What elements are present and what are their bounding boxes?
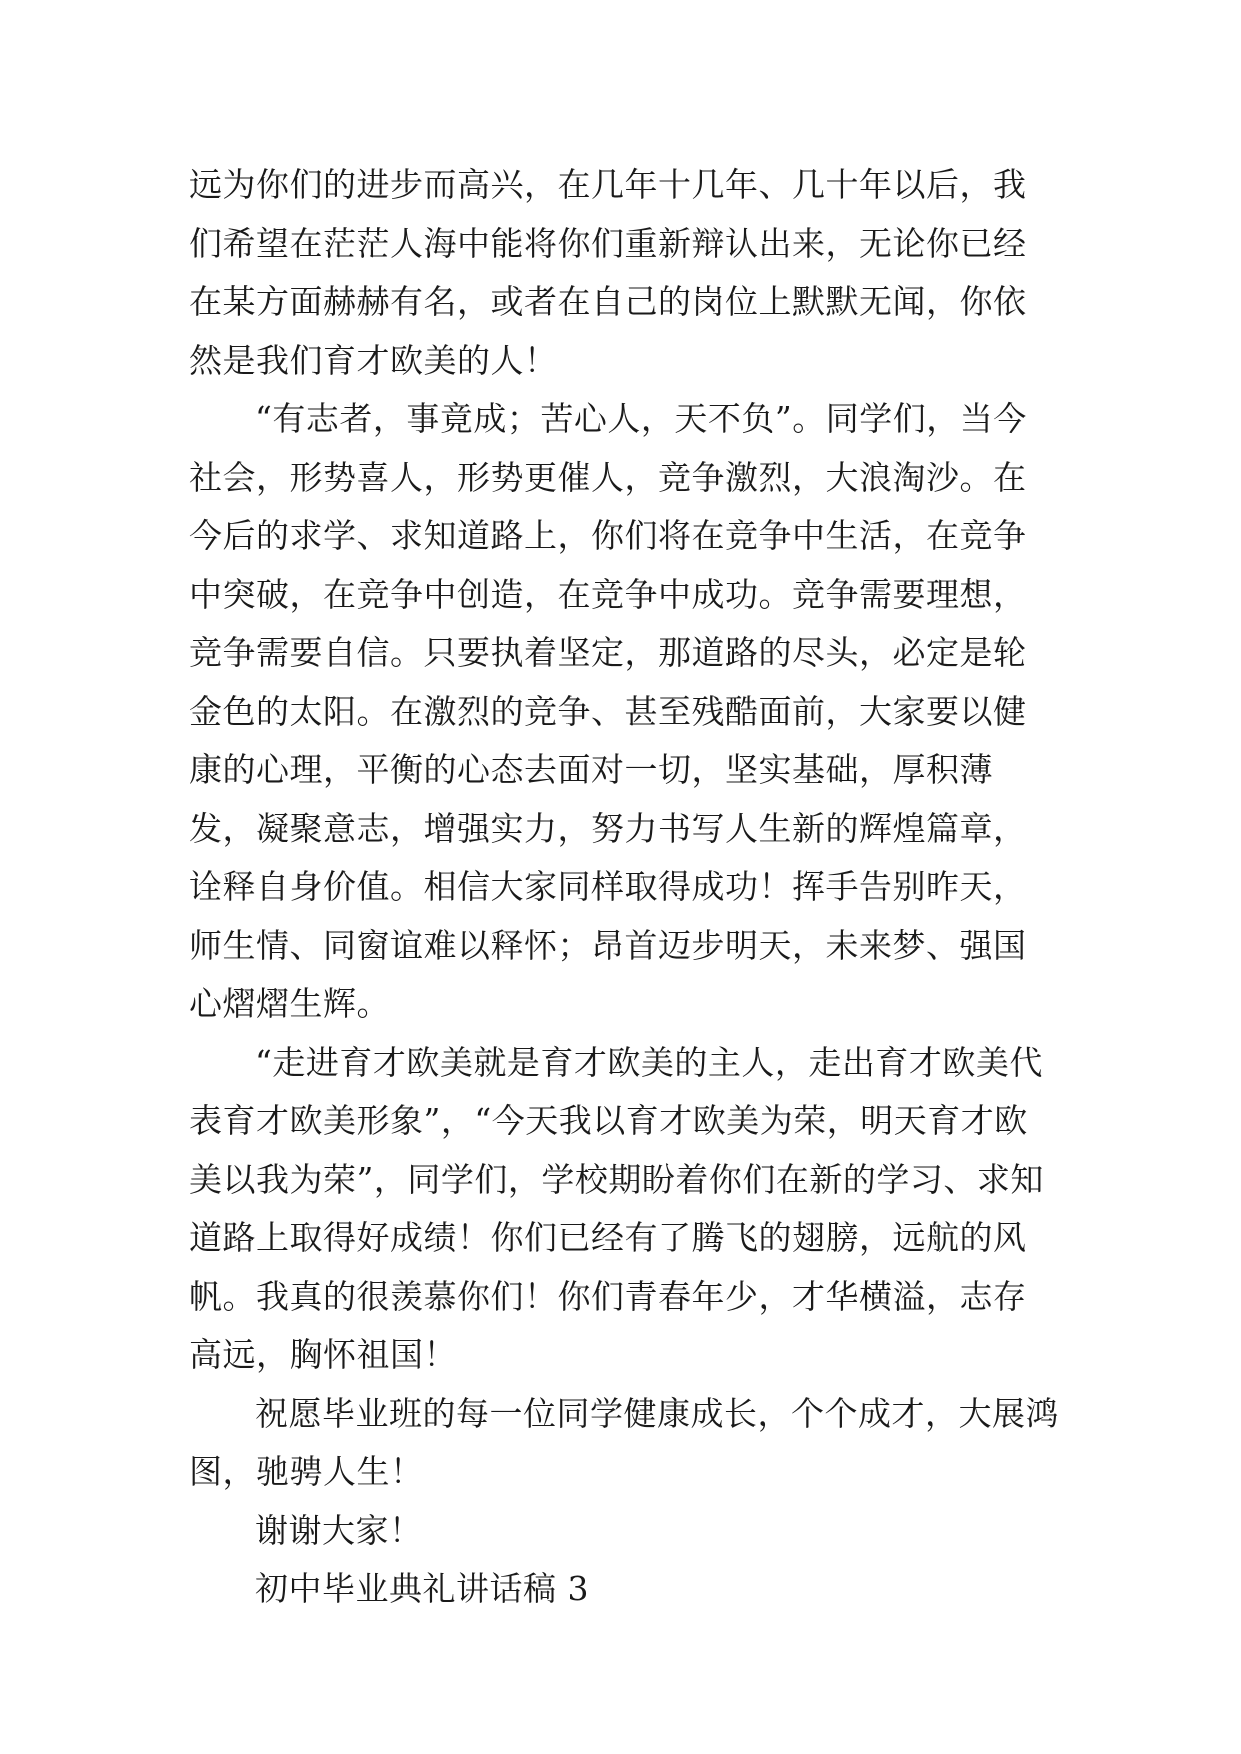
paragraph-1: 远为你们的进步而高兴，在几年十几年、几十年以后，我们希望在茫茫人海中能将你们重新辩认出来，无论你已经在某方面赫赫有名，或者在自己的岗位上默默无闻，你依然是我们育才欧美的人！	[189, 165, 1027, 380]
paragraph-4: 祝愿毕业班的每一位同学健康成长，个个成才，大展鸿图，驰骋人生！	[189, 1393, 1059, 1491]
section-heading: 初中毕业典礼讲话稿 3	[255, 1569, 589, 1608]
paragraph-5: 谢谢大家！	[255, 1510, 423, 1550]
paragraph-3: “走进育才欧美就是育才欧美的主人，走出育才欧美代表育才欧美形象”，“今天我以育才欧美为荣，明天育才欧美以我为荣”，同学们，学校期盼着你们在新的学习、求知道路上取得好成绩！你们已经有了腾飞的翅膀，远航的风帆。我真的很羡慕你们！你们青春年少，才华横溢，志存高远，胸怀祖国！	[189, 1042, 1044, 1374]
document-body	[189, 156, 1059, 1619]
paragraph-2: “有志者，事竟成；苦心人，天不负”。同学们，当今社会，形势喜人，形势更催人，竞争激烈，大浪淘沙。在今后的求学、求知道路上，你们将在竞争中生活，在竞争中突破，在竞争中创造，在竞争中成功。竞争需要理想，竞争需要自信。只要执着坚定，那道路的尽头，必定是轮金色的太阳。在激烈的竞争、甚至残酷面前，大家要以健康的心理，平衡的心态去面对一切，坚实基础，厚积薄发，凝聚意志，增强实力，努力书写人生新的辉煌篇章，诠释自身价值。相信大家同样取得成功！挥手告别昨天，师生情、同窗谊难以释怀；昂首迈步明天，未来梦、强国心熠熠生辉。	[189, 399, 1027, 1023]
